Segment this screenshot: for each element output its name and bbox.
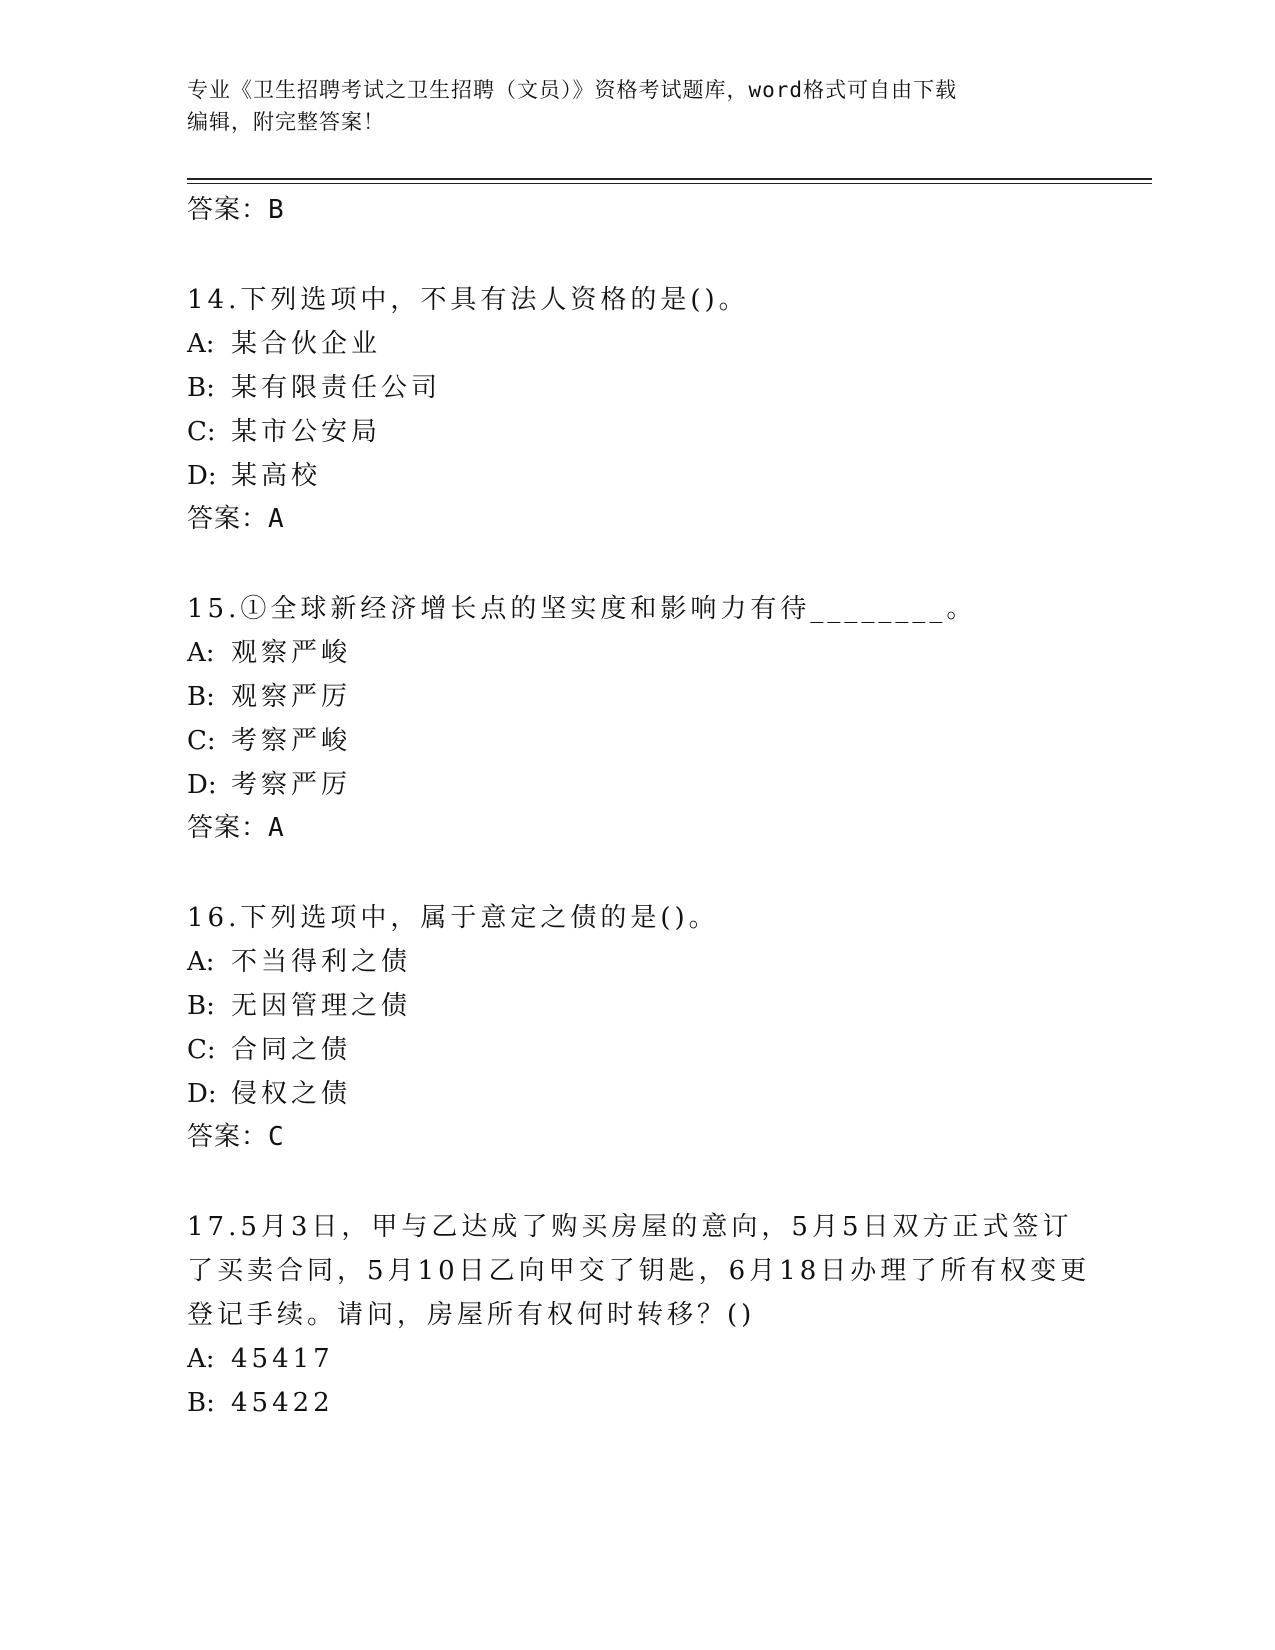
header-line-2: 编辑，附完整答案！ <box>187 110 385 134</box>
option-text: 考察严峻 <box>231 726 352 756</box>
option-text: 45422 <box>231 1388 334 1418</box>
question-14-answer: 答案：A <box>187 504 285 534</box>
option-text: 某市公安局 <box>231 417 382 447</box>
header-divider-thick <box>187 178 1152 180</box>
header-divider-thin <box>187 183 1152 184</box>
option-letter: C: <box>187 1035 216 1065</box>
option-letter: D: <box>187 1079 217 1109</box>
question-15-answer: 答案：A <box>187 813 285 843</box>
option-text: 某有限责任公司 <box>231 373 442 403</box>
question-17-option-a <box>187 1342 334 1376</box>
option-text: 45417 <box>231 1344 334 1374</box>
option-text: 考察严厉 <box>231 770 352 800</box>
header-line-1: 专业《卫生招聘考试之卫生招聘（文员）》资格考试题库，word格式可自由下载 <box>187 78 958 102</box>
document-header <box>187 74 1067 138</box>
question-14-stem: 14.下列选项中，不具有法人资格的是()。 <box>187 285 749 315</box>
question-15-option-d <box>187 768 351 802</box>
option-text: 某高校 <box>231 461 322 491</box>
question-14-option-d <box>187 459 321 493</box>
question-16-option-a <box>187 945 411 979</box>
option-text: 合同之债 <box>231 1035 352 1065</box>
option-letter: A: <box>187 1344 215 1374</box>
option-text: 观察严厉 <box>231 682 352 712</box>
option-letter: A: <box>187 947 215 977</box>
option-text: 不当得利之债 <box>231 947 412 977</box>
option-letter: D: <box>187 461 217 491</box>
option-letter: C: <box>187 417 216 447</box>
question-16-option-c <box>187 1033 351 1067</box>
question-14-option-b <box>187 371 441 405</box>
option-letter: C: <box>187 726 216 756</box>
question-15-option-b <box>187 680 351 714</box>
answer-prev: 答案：B <box>187 195 285 225</box>
question-17-stem-line-2: 了买卖合同，5月10日乙向甲交了钥匙，6月18日办理了所有权变更 <box>187 1256 1091 1286</box>
option-text: 无因管理之债 <box>231 991 412 1021</box>
question-15-stem: 15.①全球新经济增长点的坚实度和影响力有待________。 <box>187 594 977 624</box>
question-17-option-b <box>187 1386 334 1420</box>
question-16-answer: 答案：C <box>187 1122 285 1152</box>
option-text: 侵权之债 <box>231 1079 352 1109</box>
option-letter: B: <box>187 1388 215 1418</box>
option-letter: B: <box>187 373 215 403</box>
option-letter: B: <box>187 682 215 712</box>
option-letter: A: <box>187 329 215 359</box>
question-17-stem-line-3: 登记手续。请问，房屋所有权何时转移？() <box>187 1300 756 1330</box>
question-14-option-c <box>187 415 381 449</box>
question-15-option-a <box>187 636 351 670</box>
option-letter: D: <box>187 770 217 800</box>
option-text: 某合伙企业 <box>231 329 382 359</box>
question-15-option-c <box>187 724 351 758</box>
question-16-stem: 16.下列选项中，属于意定之债的是()。 <box>187 903 719 933</box>
question-16-option-b <box>187 989 411 1023</box>
option-letter: A: <box>187 638 215 668</box>
question-17-stem-line-1: 17.5月3日，甲与乙达成了购买房屋的意向，5月5日双方正式签订 <box>187 1212 1073 1242</box>
question-14-option-a <box>187 327 381 361</box>
option-letter: B: <box>187 991 215 1021</box>
question-16-option-d <box>187 1077 351 1111</box>
option-text: 观察严峻 <box>231 638 352 668</box>
